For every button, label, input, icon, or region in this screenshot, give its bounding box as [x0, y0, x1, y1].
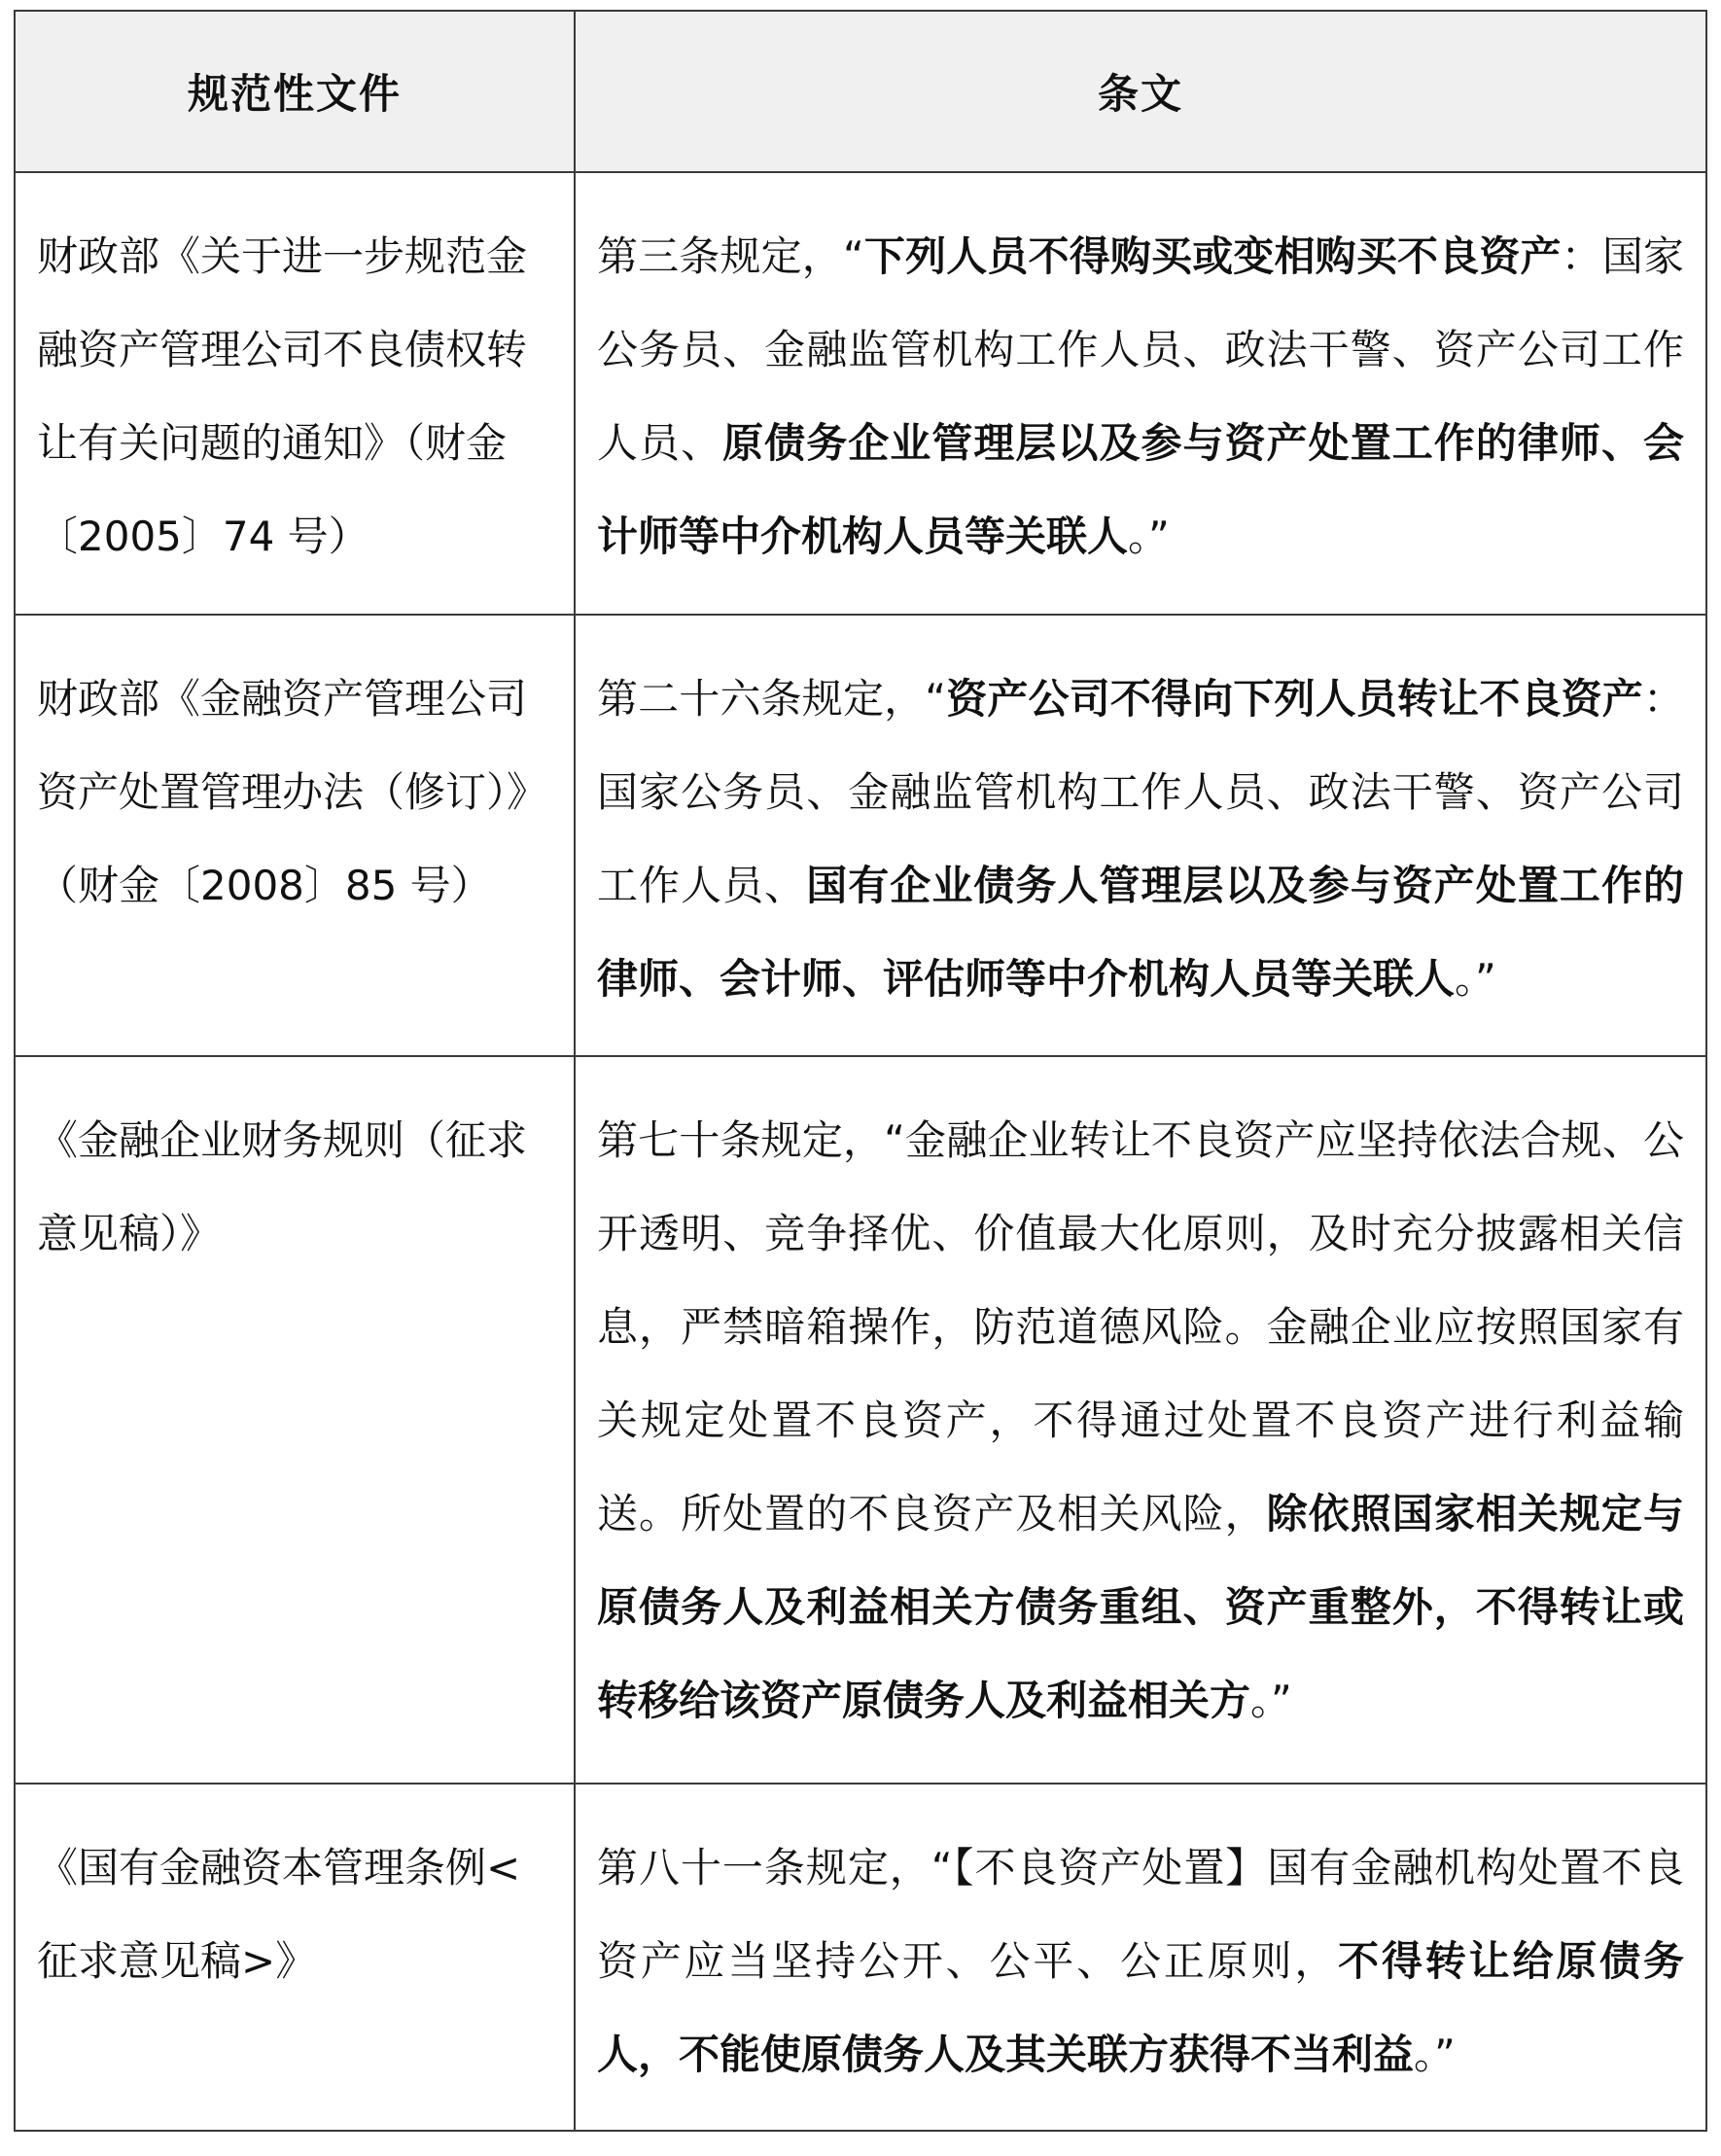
clause-segment: ：国家公务员、金融监管机构工作人员、政法干警、资产公司工作人员、	[597, 675, 1684, 909]
header-text: 条文	[575, 11, 1706, 172]
document-cell: 财政部《金融资产管理公司资产处置管理办法（修订）》（财金〔2008〕85 号）	[15, 615, 575, 1056]
clause-segment: 。”	[1128, 512, 1170, 560]
clause-segment: 。”	[1250, 1677, 1292, 1724]
clause-segment-bold: 下列人员不得购买或变相购买不良资产	[863, 232, 1562, 280]
clause-segment: 第七十条规定，“金融企业转让不良资产应坚持依法合规、公开透明、竞争择优、价值最大化原则，及时充分披露相关信息，严禁暗箱操作，防范道德风险。金融企业应按照国家有关规定处置不良资产，不得通过处置不良资产进行利益输送。所处置的不良资产及相关风险，	[597, 1116, 1684, 1537]
table-row	[15, 172, 1706, 615]
header-row	[15, 11, 1706, 172]
clause-segment-bold: 原债务企业管理层以及参与资产处置工作的律师、会计师等中介机构人员等关联人	[597, 419, 1684, 560]
clause-segment: 第二十六条规定，“	[597, 675, 947, 723]
clause-cell	[575, 1056, 1706, 1784]
clause-segment: 第三条规定，“	[597, 232, 864, 280]
header-document: 规范性文件	[15, 11, 575, 172]
table-row	[15, 1784, 1706, 2131]
clause-segment-bold: 国有企业债务人管理层以及参与资产处置工作的律师、会计师、评估师等中介机构人员等关联人	[597, 862, 1684, 1003]
clause-segment-bold: 除依照国家相关规定与原债务人及利益相关方债务重组、资产重整外，不得转让或转移给该资产原债务人及利益相关方	[597, 1490, 1684, 1724]
document-cell: 财政部《关于进一步规范金融资产管理公司不良债权转让有关问题的通知》（财金〔2005〕74 号）	[15, 172, 575, 615]
clause-cell	[575, 172, 1706, 615]
regulation-table	[14, 10, 1707, 2132]
clause-segment: ：国家公务员、金融监管机构工作人员、政法干警、资产公司工作人员、	[597, 232, 1684, 467]
table-row	[15, 615, 1706, 1056]
clause-segment-bold: 资产公司不得向下列人员转让不良资产	[946, 675, 1643, 723]
clause-segment: 第八十一条规定，“【不良资产处置】国有金融机构处置不良资产应当坚持公开、公平、公正原则，	[597, 1844, 1684, 1985]
document-cell: 《金融企业财务规则（征求意见稿）》	[15, 1056, 575, 1784]
document-cell: 《国有金融资本管理条例<征求意见稿>》	[15, 1784, 575, 2131]
clause-cell	[575, 1784, 1706, 2131]
table-row	[15, 1056, 1706, 1784]
clause-segment-bold: 不得转让给原债务人，不能使原债务人及其关联方获得不当利益	[597, 1937, 1684, 2078]
clause-cell	[575, 615, 1706, 1056]
clause-segment: 。”	[1414, 2031, 1456, 2078]
clause-segment: 。”	[1455, 955, 1496, 1003]
